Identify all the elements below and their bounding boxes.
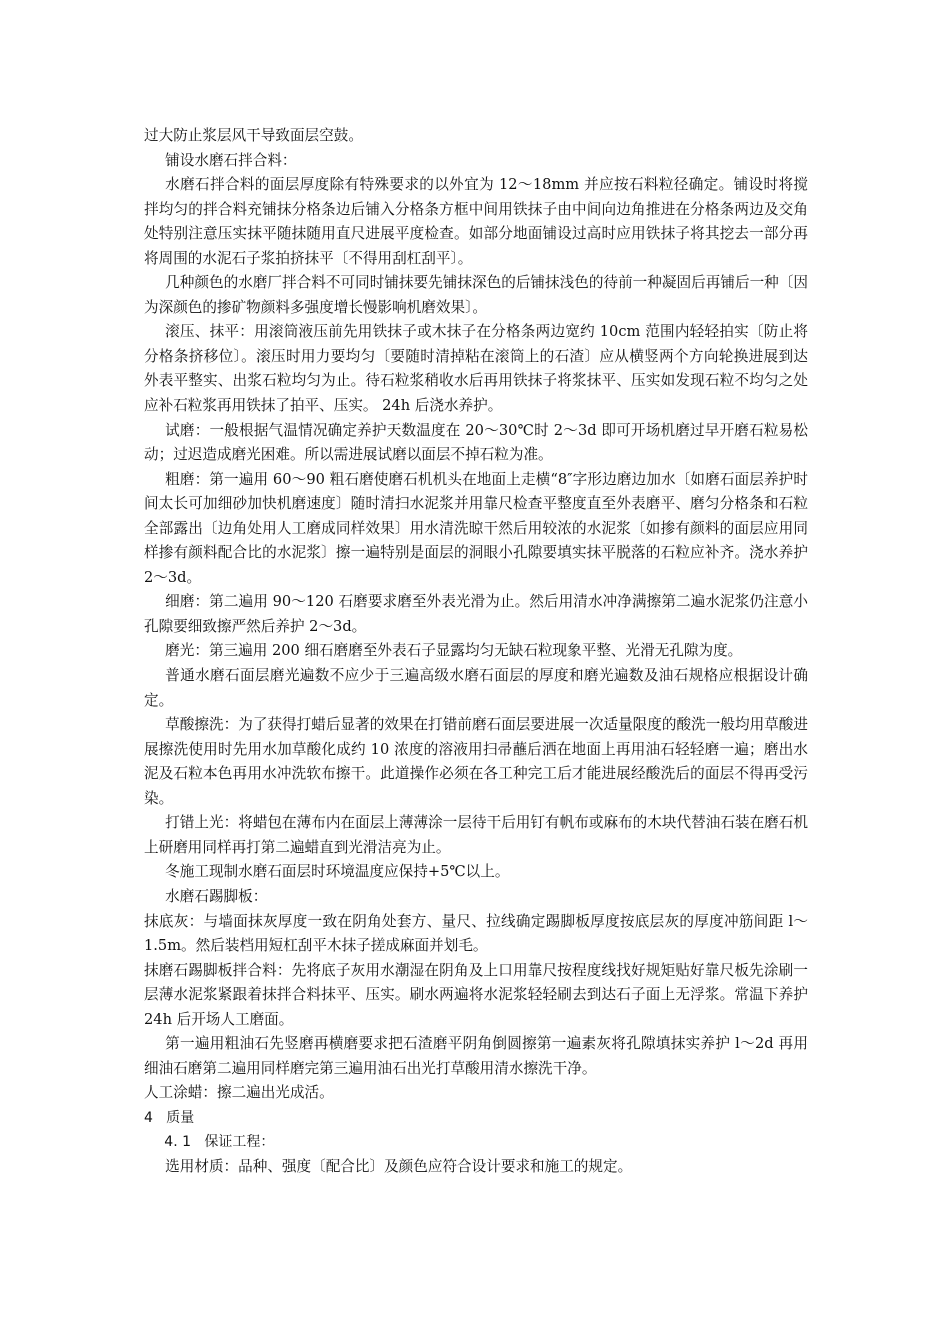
paragraph: 打错上光：将蜡包在薄布内在面层上薄薄涂一层待干后用钉有帆布或麻布的木块代替油石装在磨石机上研磨用同样再打第二遍蜡直到光滑洁亮为止。 xyxy=(144,814,808,856)
paragraph: 粗磨：第一遍用 60～90 粗石磨使磨石机机头在地面上走横“8″字形边磨边加水〔如磨石面层养护时间太长可加细砂加快机磨速度〕随时清扫水泥浆并用靠尺检查平整度直至外表磨平、磨匀分格条和石粒全部露出〔边角处用人工磨成同样效果〕用水清洗晾干然后用较浓的水泥浆〔如掺有颜料的面层应用同样掺有颜料配合比的水泥浆〕擦一遍特别是面层的洞眼小孔隙要填实抹平脱落的石粒应补齐。浇水养护 2～3d。 xyxy=(144,470,808,586)
subsection-heading: 4. 1 保证工程： xyxy=(164,1134,275,1151)
paragraph: 抹底灰：与墙面抹灰厚度一致在阴角处套方、量尺、拉线确定踢脚板厚度按底层灰的厚度冲筋间距 l～1.5m。然后装档用短杠刮平木抹子搓成麻面并划毛。 xyxy=(144,912,808,955)
paragraph: 水磨石拌合料的面层厚度除有特殊要求的以外宜为 12～18mm 并应按石料粒径确定。铺设时将搅拌均匀的拌合料充铺抹分格条边后铺入分格条方框中间用铁抹子由中间向边角推进在分格条两边及交角处特别注意压实抹平随抹随用直尺进展平度检查。如部分地面铺设过高时应用铁抹子将其挖去一部分再将周围的水泥石子浆拍挤抹平〔不得用刮杠刮平〕。 xyxy=(144,176,808,267)
section-heading: 4 质量 xyxy=(144,1109,195,1126)
document-body xyxy=(144,124,808,1180)
paragraph: 冬施工现制水磨石面层时环境温度应保持+5℃以上。 xyxy=(165,863,510,881)
paragraph: 过大防止浆层风干导致面层空鼓。 xyxy=(144,127,363,144)
paragraph: 磨光：第三遍用 200 细石磨磨至外表石子显露均匀无缺石粒现象平整、光滑无孔隙为度。 xyxy=(165,642,743,660)
paragraph: 试磨：一般根据气温情况确定养护天数温度在 20～30℃时 2～3d 即可开场机磨过早开磨石粒易松动；过迟造成磨光困难。所以需进展试磨以面层不掉石粒为准。 xyxy=(144,421,808,464)
paragraph: 滚压、抹平：用滚筒液压前先用铁抹子或木抹子在分格条两边宽约 10cm 范围内轻轻拍实〔防止将分格条挤移位〕。滚压时用力要均匀〔要随时清掉粘在滚筒上的石渣〕应从横竖两个方向轮换进展到达外表平整实、出浆石粒均匀为止。待石粒浆稍收水后再用铁抹子将浆抹平、压实如发现石粒不均匀之处应补石粒浆再用铁抹了拍平、压实。 24h 后浇水养护。 xyxy=(144,323,808,415)
paragraph-heading: 铺设水磨石拌合料： xyxy=(165,151,297,169)
paragraph: 草酸擦洗：为了获得打蜡后显著的效果在打错前磨石面层要进展一次适量限度的酸洗一般均用草酸进展擦洗使用时先用水加草酸化成约 10 浓度的溶液用扫帚蘸后洒在地面上再用油石轻轻磨一遍；磨出水泥及石粒本色再用水冲洗软布擦干。此道操作必须在各工种完工后才能进展经酸洗后的面层不得再受污染。 xyxy=(144,716,808,807)
paragraph: 第一遍用粗油石先竖磨再横磨要求把石渣磨平阴角倒圆擦第一遍素灰将孔隙填抹实养护 l～2d 再用细油石磨第二遍用同样磨完第三遍用油石出光打草酸用清水擦洗干净。 xyxy=(144,1035,808,1077)
paragraph: 选用材质：品种、强度〔配合比〕及颜色应符合设计要求和施工的规定。 xyxy=(165,1157,633,1175)
paragraph: 细磨：第二遍用 90～120 石磨要求磨至外表光滑为止。然后用清水冲净满擦第二遍水泥浆仍注意小孔隙要细致擦严然后养护 2～3d。 xyxy=(144,593,808,635)
paragraph: 普通水磨石面层磨光遍数不应少于三遍高级水磨石面层的厚度和磨光遍数及油石规格应根据设计确定。 xyxy=(144,667,808,709)
paragraph: 抹磨石踢脚板拌合料：先将底子灰用水潮湿在阴角及上口用靠尺按程度线找好规矩贴好靠尺板先涂刷一层薄水泥浆紧跟着抹拌合料抹平、压实。刷水两遍将水泥浆轻轻刷去到达石子面上无浮浆。常温下养护 24h 后开场人工磨面。 xyxy=(144,961,808,1028)
paragraph-heading: 水磨石踢脚板： xyxy=(165,887,268,905)
paragraph: 人工涂蜡：擦二遍出光成活。 xyxy=(144,1084,334,1102)
paragraph: 几种颜色的水磨厂拌合料不可同时铺抹要先铺抹深色的后铺抹浅色的待前一种凝固后再铺后一种〔因为深颜色的掺矿物颜料多强度增长慢影响机磨效果〕。 xyxy=(144,274,808,316)
